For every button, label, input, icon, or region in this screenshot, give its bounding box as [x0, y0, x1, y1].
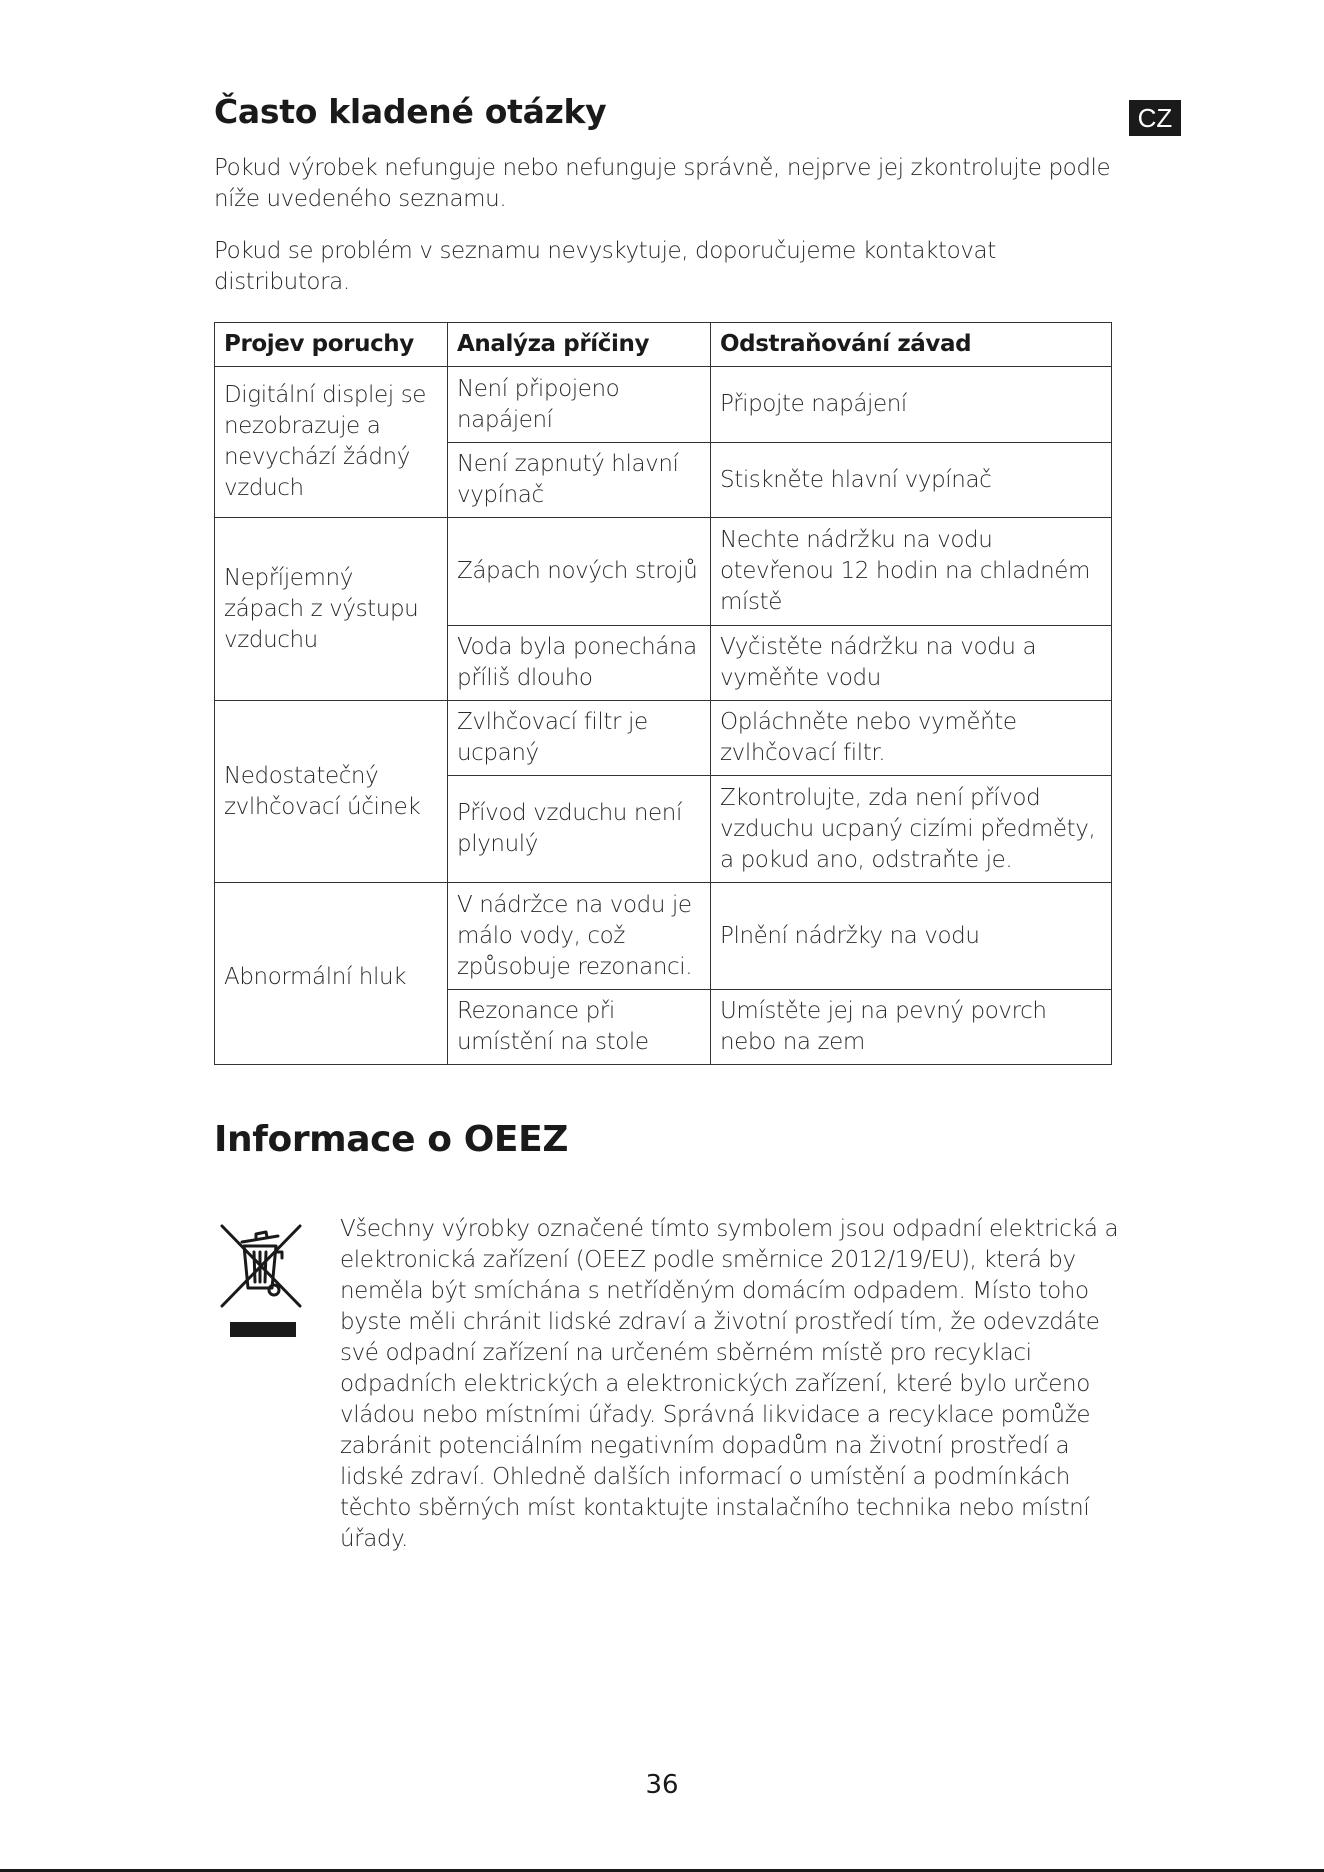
page-number: 36: [645, 1770, 679, 1800]
cause-cell: Přívod vzduchu není plynulý: [448, 776, 711, 883]
faq-intro-paragraph-1: Pokud výrobek nefunguje nebo nefunguje správně, nejprve jej zkontrolujte podle níže uvedeného seznamu.: [214, 155, 1111, 212]
cause-cell: Rezonance při umístění na stole: [448, 990, 711, 1065]
solution-cell: Stiskněte hlavní vypínač: [711, 443, 1112, 518]
solution-cell: Zkontrolujte, zda není přívod vzduchu ucpaný cizími předměty, a pokud ano, odstraňte je.: [711, 776, 1112, 883]
table-row: [215, 518, 1112, 626]
solution-cell: Připojte napájení: [711, 367, 1112, 443]
table-header-row: [215, 323, 1112, 367]
cause-cell: V nádržce na vodu je málo vody, což způsobuje rezonanci.: [448, 883, 711, 990]
symptom-cell: Digitální displej se nezobrazuje a nevychází žádný vzduch: [215, 367, 448, 518]
symptom-cell: Nepříjemný zápach z výstupu vzduchu: [215, 518, 448, 701]
cause-cell: Zvlhčovací filtr je ucpaný: [448, 701, 711, 776]
faq-intro-paragraph-2: Pokud se problém v seznamu nevyskytuje, doporučujeme kontaktovat distributora.: [214, 238, 996, 295]
faq-title: Často kladené otázky: [214, 92, 607, 131]
cause-cell: Voda byla ponechána příliš dlouho: [448, 626, 711, 701]
cause-cell: Zápach nových strojů: [448, 518, 711, 626]
symptom-cell: Abnormální hluk: [215, 883, 448, 1065]
crossed-out-wheelie-bin-icon: [216, 1218, 306, 1340]
table-row: [215, 701, 1112, 776]
header-symptom: Projev poruchy: [215, 323, 448, 367]
cause-cell: Není připojeno napájení: [448, 367, 711, 443]
table-row: [215, 367, 1112, 443]
header-solution: Odstraňování závad: [711, 323, 1112, 367]
weee-paragraph: Všechny výrobky označené tímto symbolem jsou odpadní elektrická a elektronická zařízení (OEEZ podle směrnice 2012/19/EU), která by neměla být smíchána s netříděným domácím odpadem. Místo toho byste měli chránit lidské zdraví a životní prostředí tím, že odevzdáte své odpadní zařízení na určeném sběrném místě pro recyklaci odpadních elektrických a elektronických zařízení, které bylo určeno vládou nebo místními úřady. Správná likvidace a recyklace pomůže zabránit potenciálním negativním dopadům na životní prostředí a lidské zdraví. Ohledně dalších informací o umístění a podmínkách těchto sběrných míst kontaktujte instalačního technika nebo místní úřady.: [340, 1216, 1119, 1552]
language-badge: CZ: [1129, 100, 1181, 136]
solution-cell: Vyčistěte nádržku na vodu a vyměňte vodu: [711, 626, 1112, 701]
weee-title: Informace o OEEZ: [214, 1119, 569, 1160]
solution-cell: Opláchněte nebo vyměňte zvlhčovací filtr.: [711, 701, 1112, 776]
header-cause: Analýza příčiny: [448, 323, 711, 367]
solution-cell: Umístěte jej na pevný povrch nebo na zem: [711, 990, 1112, 1065]
symptom-cell: Nedostatečný zvlhčovací účinek: [215, 701, 448, 883]
solution-cell: Nechte nádržku na vodu otevřenou 12 hodin na chladném místě: [711, 518, 1112, 626]
troubleshooting-table: [214, 322, 1112, 1065]
cause-cell: Není zapnutý hlavní vypínač: [448, 443, 711, 518]
table-row: [215, 883, 1112, 990]
solution-cell: Plnění nádržky na vodu: [711, 883, 1112, 990]
